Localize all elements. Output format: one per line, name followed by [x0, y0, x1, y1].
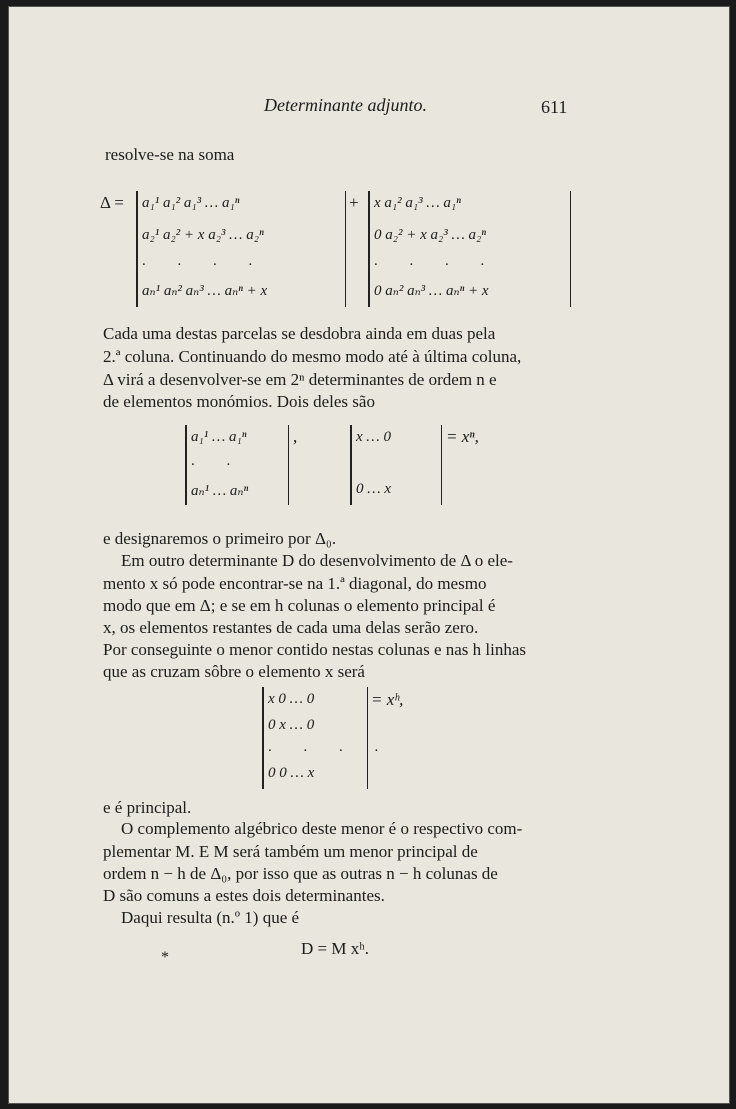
para3-line-3: modo que em Δ; e se em h colunas o elemento principal é: [103, 596, 496, 615]
para2: e designaremos o primeiro por Δ₀.: [103, 529, 337, 548]
para3-line-1: Em outro determinante D do desenvolvimento de Δ o ele-: [121, 551, 513, 570]
det-e-row-3: . . . .: [268, 739, 393, 755]
det-c-row-3: aₙ¹ … aₙⁿ: [191, 483, 249, 499]
para5-line-1: O complemento algébrico deste menor é o respectivo com-: [121, 819, 523, 838]
para1-line-2: 2.ª coluna. Continuando do mesmo modo até à última coluna,: [103, 347, 522, 366]
determinant-a: [136, 191, 346, 307]
determinant-b: [368, 191, 571, 307]
intro-line: resolve-se na soma: [105, 145, 235, 164]
para4: e é principal.: [103, 798, 192, 817]
det-a-row-3: . . . .: [142, 253, 267, 269]
para1-line-4: de elementos monómios. Dois deles são: [103, 392, 375, 411]
det-e-row-2: 0 x … 0: [268, 717, 315, 733]
page-number: 611: [541, 97, 568, 117]
determinant-c: [185, 425, 289, 505]
det-a-row-1: a₁¹ a₁² a₁³ … a₁ⁿ: [142, 195, 240, 211]
para5-line-4: D são comuns a estes dois determinantes.: [103, 886, 385, 905]
det-b-row-4: 0 aₙ² aₙ³ … aₙⁿ + x: [374, 283, 489, 299]
eq2-comma: ,: [293, 427, 298, 446]
para1-line-3: Δ virá a desenvolver-se em 2ⁿ determinantes de ordem n e: [103, 370, 497, 389]
det-d-row-1: x … 0: [356, 429, 391, 445]
eq1-lhs: Δ =: [100, 193, 124, 212]
asterisk-mark: *: [161, 949, 169, 966]
eq4: D = M xʰ.: [301, 939, 369, 958]
para3-line-2: mento x só pode encontrar-se na 1.ª diagonal, do mesmo: [103, 574, 487, 593]
para3-line-6: que as cruzam sôbre o elemento x será: [103, 662, 365, 681]
eq3-rhs: = xʰ,: [371, 690, 404, 709]
det-a-row-2: a₂¹ a₂² + x a₂³ … a₂ⁿ: [142, 227, 264, 243]
det-c-row-2: . .: [191, 453, 245, 469]
page: [8, 6, 730, 1104]
det-e-row-4: 0 0 … x: [268, 765, 315, 781]
determinant-d: [350, 425, 442, 505]
det-b-row-3: . . . .: [374, 253, 499, 269]
eq2-rhs: = xⁿ,: [446, 427, 479, 446]
det-b-row-2: 0 a₂² + x a₂³ … a₂ⁿ: [374, 227, 486, 243]
eq1-plus: +: [349, 193, 359, 212]
det-b-row-1: x a₁² a₁³ … a₁ⁿ: [374, 195, 461, 211]
para5-line-2: plementar M. E M será também um menor principal de: [103, 842, 478, 861]
det-e-row-1: x 0 … 0: [268, 691, 315, 707]
para6: Daqui resulta (n.º 1) que é: [121, 908, 300, 927]
running-title: Determinante adjunto.: [264, 95, 427, 115]
det-c-row-1: a₁¹ … a₁ⁿ: [191, 429, 247, 445]
para3-line-4: x, os elementos restantes de cada uma delas serão zero.: [103, 618, 479, 637]
det-a-row-4: aₙ¹ aₙ² aₙ³ … aₙⁿ + x: [142, 283, 268, 299]
para3-line-5: Por conseguinte o menor contido nestas colunas e nas h linhas: [103, 640, 527, 659]
det-d-row-3: 0 … x: [356, 481, 391, 497]
para5-line-3: ordem n − h de Δ₀, por isso que as outras n − h colunas de: [103, 864, 498, 883]
para1-line-1: Cada uma destas parcelas se desdobra ainda em duas pela: [103, 324, 496, 343]
